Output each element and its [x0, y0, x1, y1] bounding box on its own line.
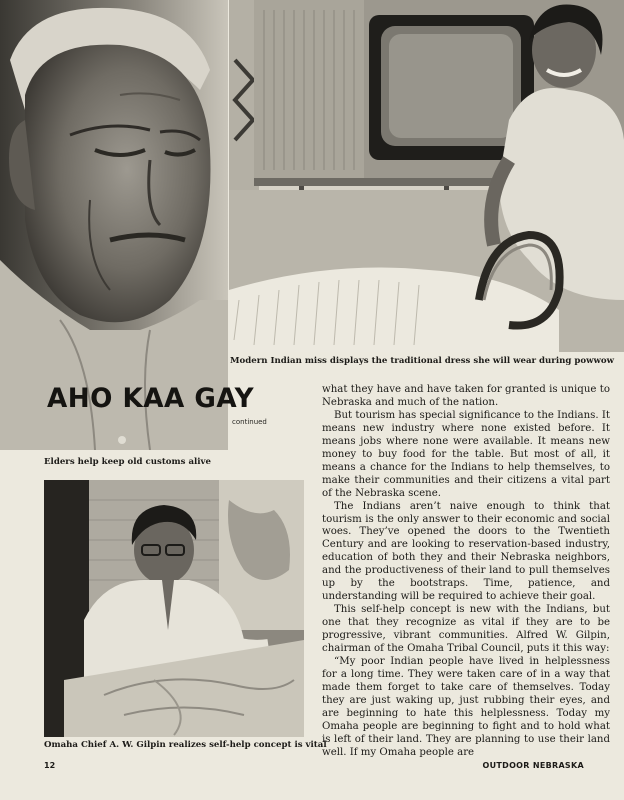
body-paragraph: This self-help concept is new with the Indians, but one that they recognize as vital if they are to be progressive, vibrant communities. Alfred W. Gilpin, chairman of the Omaha Tribal Council, puts it this way: — [322, 604, 610, 655]
body-paragraph: The Indians aren’t naive enough to think that tourism is the only answer to their economic and social woes. They’ve opened the doors to the Twentieth Century and are looking to reservation-based industry, education of both they and their Nebraska neighbors, and the productiveness of their land to pull themselves up by the bootstraps. Time, patience, and understanding will be required to achieve their goal. — [322, 500, 610, 603]
article-body — [322, 384, 610, 760]
body-paragraph: “My poor Indian people have lived in helplessness for a long time. They were taken care of in a way that made them forget to take care of themselves. Today they are just waking up, just rubbing their eyes, and are beginning to hate this helplessness. Today my Omaha people are beginning to fight and to hold what is left of their land. They are planning to use their land well. If my Omaha people are — [322, 656, 610, 758]
page-number: 12 — [44, 761, 56, 770]
chief-photo-caption: Omaha Chief A. W. Gilpin realizes self-help concept is vital — [44, 740, 327, 750]
woman-tv-photo — [229, 0, 624, 352]
elder-photo-caption: Elders help keep old customs alive — [44, 457, 212, 467]
woman-photo-caption: Modern Indian miss displays the traditional dress she will wear during powwow — [230, 356, 615, 366]
continued-label: continued — [232, 418, 267, 426]
body-paragraph: But tourism has special significance to the Indians. It means new industry where none existed before. It means jobs where none were available. It means new money to buy food for the table. But most of all, it means a chance for the Indians to help themselves, to make their communities and their citizens a vital part of the Nebraska scene. — [322, 409, 610, 499]
chief-gilpin-photo — [44, 480, 304, 737]
magazine-name: OUTDOOR NEBRASKA — [482, 761, 584, 770]
body-paragraph: what they have and have taken for granted is unique to Nebraska and much of the nation. — [322, 384, 610, 408]
article-headline: AHO KAA GAY — [47, 383, 255, 414]
